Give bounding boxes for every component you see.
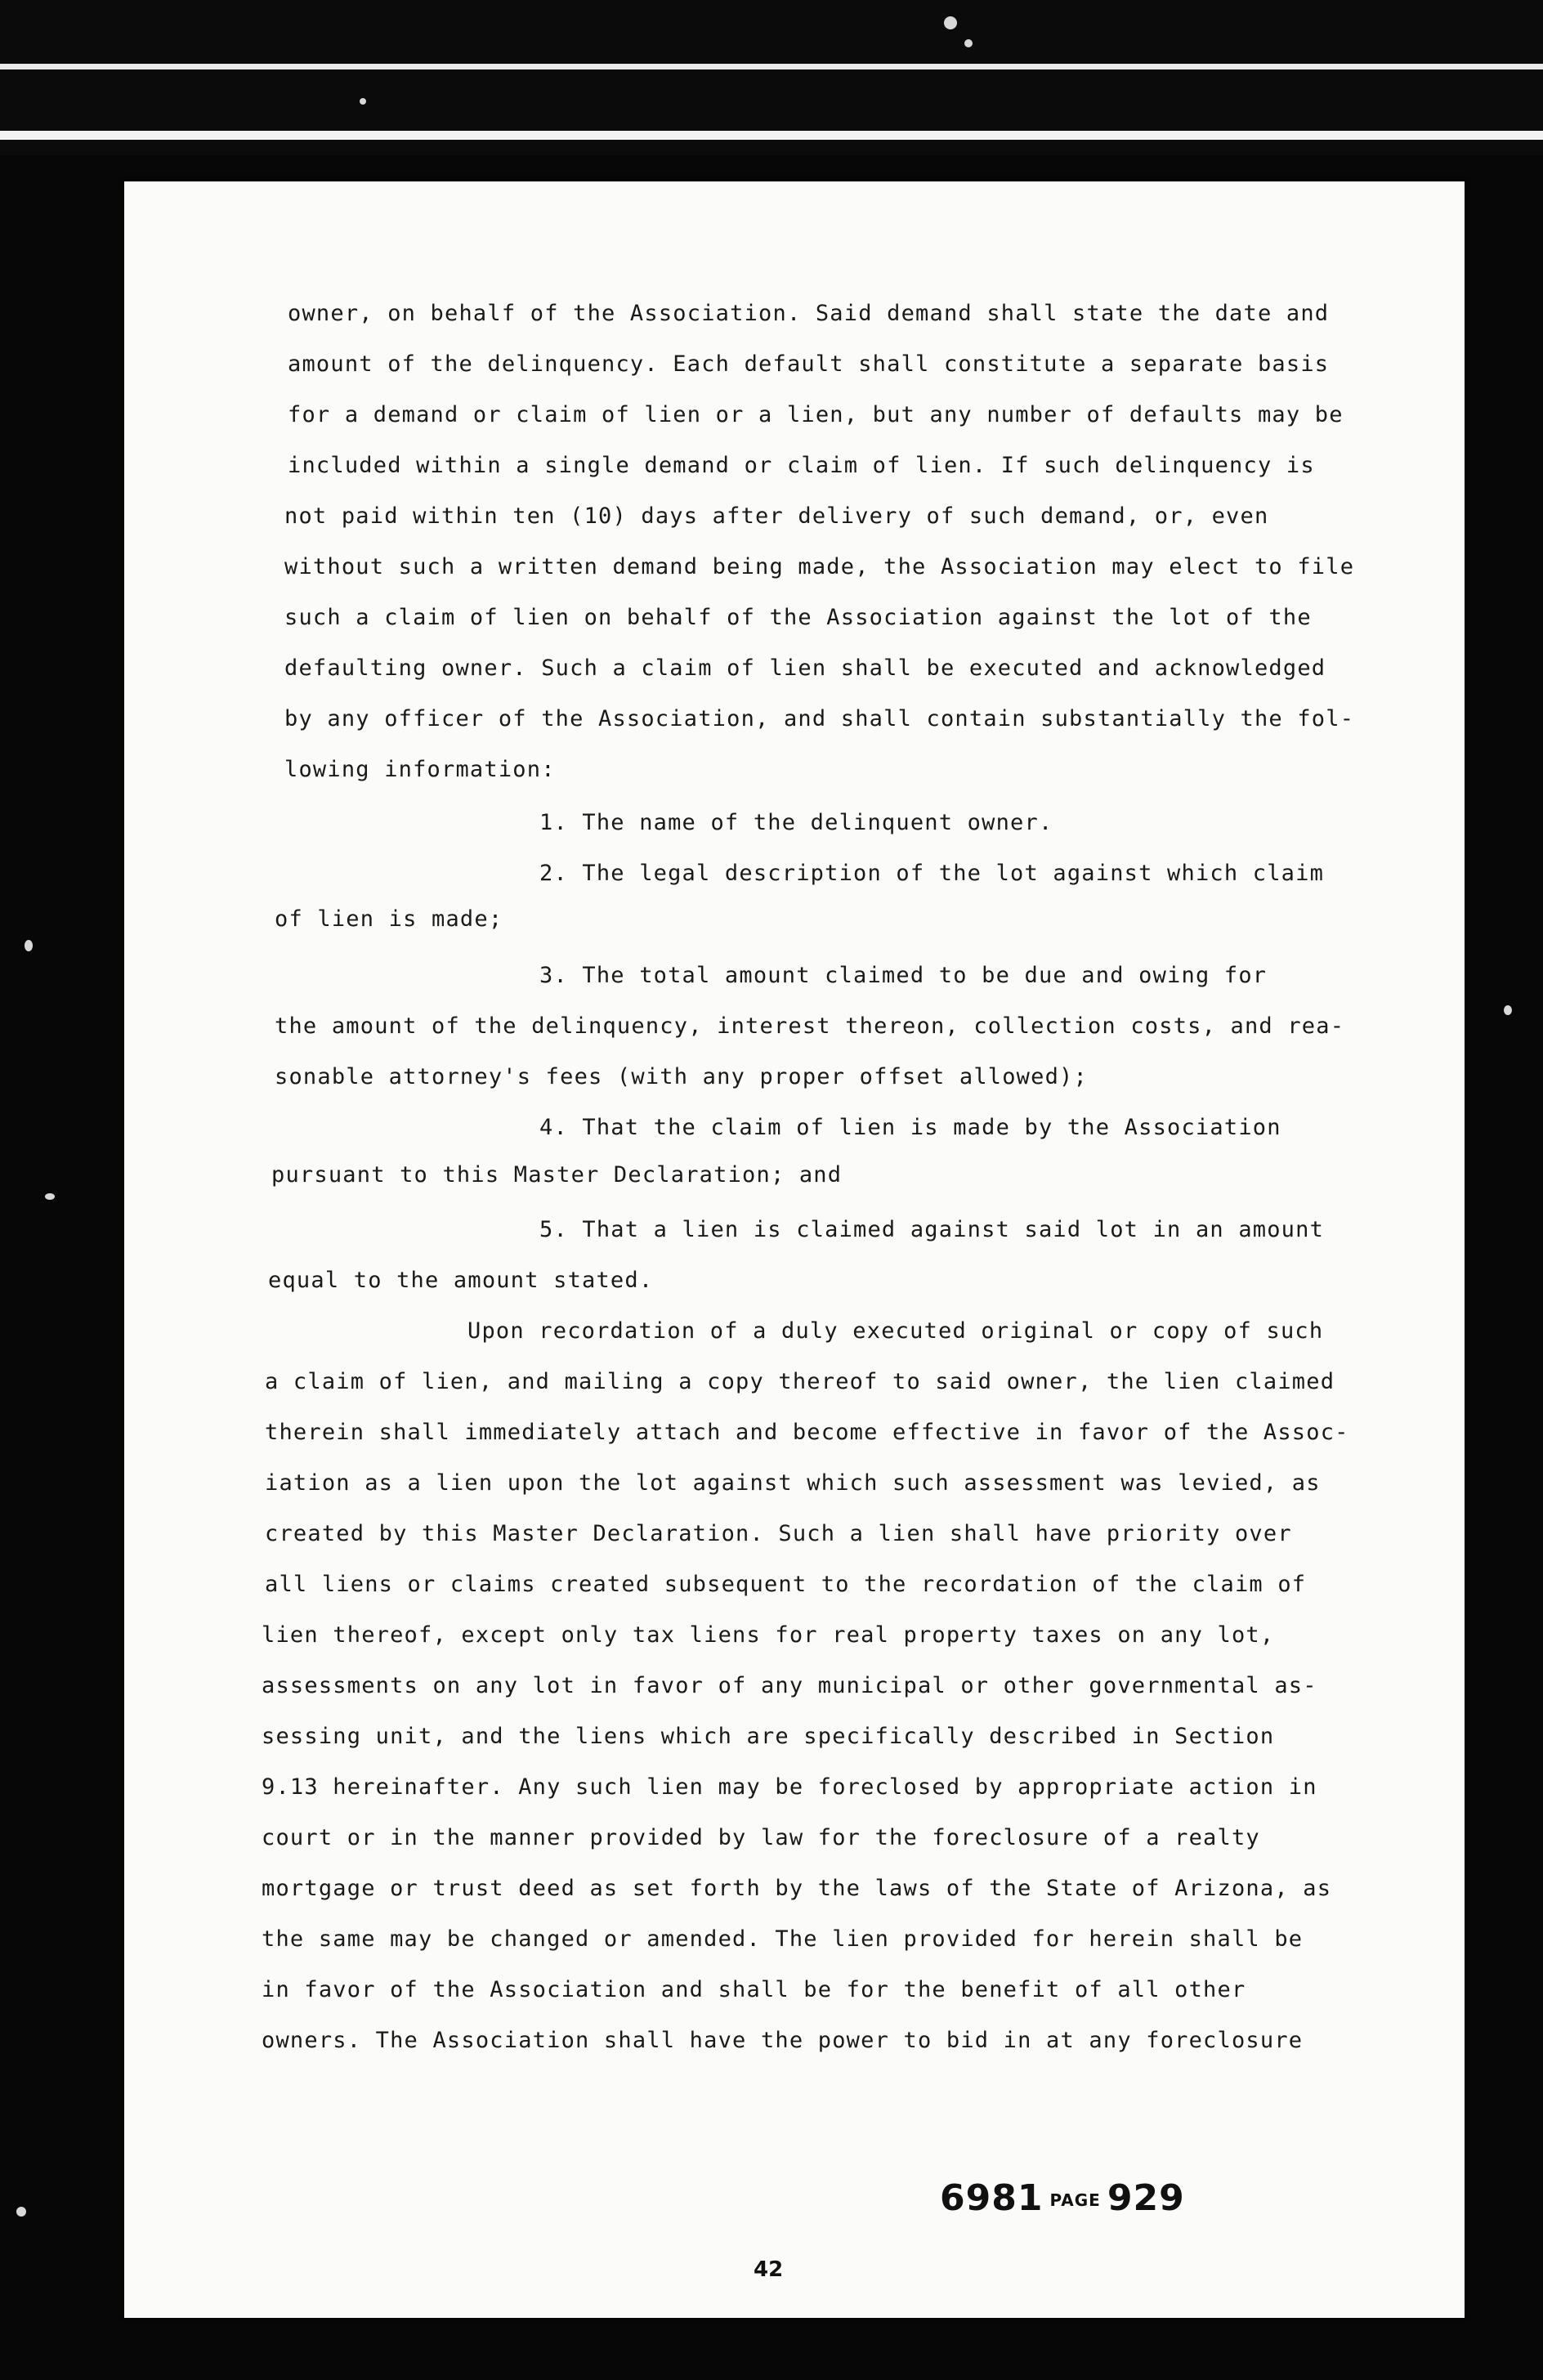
text-line: amount of the delinquency. Each default shall constitute a separate basis [288, 351, 1330, 377]
text-line: pursuant to this Master Declaration; and [271, 1162, 843, 1188]
list-item-5: 5. That a lien is claimed against said lot in an amount [539, 1217, 1325, 1242]
text-line: therein shall immediately attach and become effective in favor of the Assoc- [265, 1420, 1349, 1445]
text-line: the amount of the delinquency, interest thereon, collection costs, and rea- [275, 1013, 1345, 1039]
list-item-1: 1. The name of the delinquent owner. [539, 810, 1053, 835]
scan-artifact-rule [0, 64, 1543, 69]
text-line: court or in the manner provided by law for the foreclosure of a realty [262, 1825, 1260, 1850]
text-line: by any officer of the Association, and shall contain substantially the fol- [284, 706, 1355, 731]
text-line: owner, on behalf of the Association. Said demand shall state the date and [288, 301, 1330, 326]
scan-speckle [1504, 1005, 1512, 1015]
text-line: lowing information: [284, 757, 556, 782]
scan-speckle [45, 1193, 55, 1200]
text-line: sessing unit, and the liens which are specifically described in Section [262, 1724, 1275, 1749]
text-line: for a demand or claim of lien or a lien, but any number of defaults may be [288, 402, 1344, 427]
text-line: Upon recordation of a duly executed original or copy of such [467, 1318, 1324, 1344]
scan-speckle [944, 16, 957, 29]
text-line: without such a written demand being made, the Association may elect to file [284, 554, 1355, 579]
text-line: mortgage or trust deed as set forth by the laws of the State of Arizona, as [262, 1876, 1332, 1901]
text-line: of lien is made; [275, 906, 503, 932]
text-line: equal to the amount stated. [268, 1268, 654, 1293]
list-item-2: 2. The legal description of the lot against which claim [539, 861, 1325, 886]
text-line: all liens or claims created subsequent to the recordation of the claim of [265, 1572, 1307, 1597]
recording-reference [940, 2177, 1185, 2219]
page-number: 42 [754, 2257, 784, 2282]
text-line: owners. The Association shall have the power to bid in at any foreclosure [262, 2028, 1304, 2053]
recording-page: 929 [1107, 2177, 1185, 2219]
text-line: a claim of lien, and mailing a copy thereof to said owner, the lien claimed [265, 1369, 1335, 1394]
text-line: defaulting owner. Such a claim of lien shall be executed and acknowledged [284, 655, 1326, 681]
recording-book: 6981 [940, 2177, 1044, 2219]
scan-speckle [360, 98, 366, 105]
text-line: the same may be changed or amended. The lien provided for herein shall be [262, 1926, 1304, 1952]
text-line: not paid within ten (10) days after delivery of such demand, or, even [284, 503, 1269, 529]
text-line: lien thereof, except only tax liens for real property taxes on any lot, [262, 1622, 1275, 1648]
text-line: created by this Master Declaration. Such a lien shall have priority over [265, 1521, 1292, 1546]
text-line: sonable attorney's fees (with any proper offset allowed); [275, 1064, 1088, 1089]
list-item-3: 3. The total amount claimed to be due and owing for [539, 963, 1268, 988]
scan-speckle [16, 2207, 26, 2217]
document-page [124, 181, 1465, 2318]
text-line: included within a single demand or claim of lien. If such delinquency is [288, 453, 1315, 478]
scan-speckle [25, 940, 33, 951]
text-line: iation as a lien upon the lot against which such assessment was levied, as [265, 1470, 1321, 1496]
list-item-4: 4. That the claim of lien is made by the Association [539, 1115, 1281, 1140]
scan-artifact-rule [0, 131, 1543, 140]
text-line: in favor of the Association and shall be for the benefit of all other [262, 1977, 1246, 2002]
text-line: 9.13 hereinafter. Any such lien may be foreclosed by appropriate action in [262, 1774, 1317, 1800]
text-line: such a claim of lien on behalf of the Association against the lot of the [284, 605, 1312, 630]
recording-label: PAGE [1049, 2190, 1101, 2210]
scan-speckle [964, 39, 973, 47]
document-body [124, 181, 1465, 2318]
text-line: assessments on any lot in favor of any municipal or other governmental as- [262, 1673, 1317, 1698]
